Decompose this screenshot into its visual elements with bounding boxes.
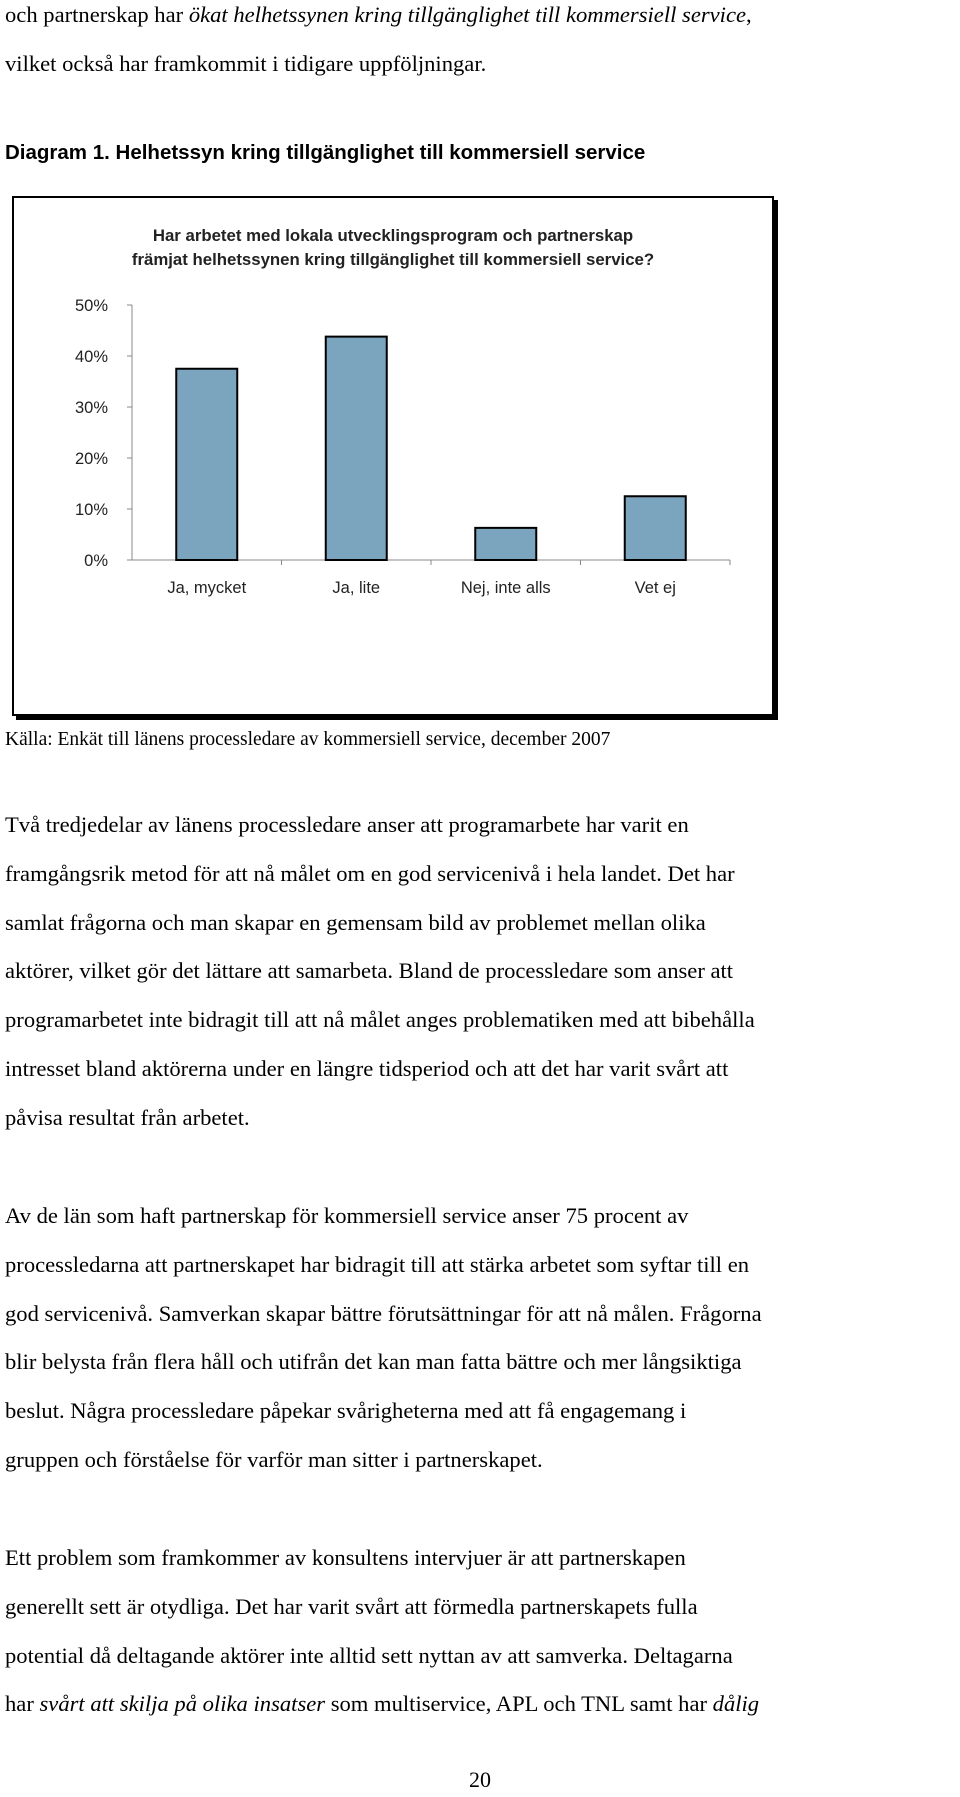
bar [625,496,686,560]
text-run: Av de län som haft partnerskap för kommersiell service anser 75 procent av [5,1203,689,1228]
text-line [5,1534,955,1583]
text-run: gruppen och förståelse för varför man sitter i partnerskapet. [5,1446,543,1472]
text-line [5,1632,955,1681]
text-line [5,1338,955,1387]
y-tick-label: 40% [74,348,108,366]
page-number: 20 [469,1767,491,1792]
text-run: aktörer, vilket gör det lättare att samarbeta. Bland de processledare som anser att [5,958,734,984]
y-tick-label: 20% [74,450,108,468]
x-tick-label: Nej, inte alls [460,579,551,597]
intro-paragraph [5,0,955,89]
text-line [5,850,955,899]
bar-chart [12,196,774,716]
x-tick-label: Vet ej [634,579,676,597]
text-run: som multiservice, APL och TNL samt har [325,1691,713,1717]
figure-source: Källa: Enkät till länens processledare av kommersiell service, december 2007 [5,729,611,750]
text-run: , [746,2,752,27]
text-run: potential då deltagande aktörer inte alltid sett nyttan av att samverka. Deltagarna [5,1642,733,1668]
text-line [5,947,955,996]
x-tick-label: Ja, lite [332,579,381,597]
text-line [5,1583,955,1632]
text-run: påvisa resultat från arbetet. [5,1104,250,1130]
text-line [5,1192,955,1241]
text-line [5,996,955,1045]
body-paragraph-2 [5,1192,955,1485]
x-tick-label: Ja, mycket [167,579,247,597]
text-run: generellt sett är otydliga. Det har varit svårt att förmedla partnerskapets fulla [5,1593,698,1619]
text-run: Ett problem som framkommer av konsultens intervjuer är att partnerskapen [5,1545,686,1570]
text-line [5,801,955,850]
text-line [5,899,955,948]
text-line [5,1094,955,1143]
text-line [5,1680,955,1729]
text-run: framgångsrik metod för att nå målet om en god servicenivå i hela landet. Det har [5,860,735,886]
bar [176,369,237,560]
chart-title-line-1: Har arbetet med lokala utvecklingsprogram och partnerskap [152,226,634,245]
text-run: beslut. Några processledare påpekar svårigheterna med att få engagemang i [5,1398,687,1424]
text-line [5,0,955,40]
text-run: processledarna att partnerskapet har bidragit till att stärka arbetet som syftar till en [5,1251,750,1277]
body-paragraph-1 [5,801,955,1143]
y-tick-label: 0% [84,552,108,570]
figure-caption: Diagram 1. Helhetssyn kring tillgänglighet till kommersiell service [5,141,646,164]
italic-text-run: svårt att skilja på olika insatser [39,1691,326,1717]
y-tick-label: 50% [74,297,108,315]
text-run: blir belysta från flera håll och utifrån det kan man fatta bättre och mer långsiktiga [5,1349,742,1375]
chart-plot [14,198,772,714]
text-run: god servicenivå. Samverkan skapar bättre förutsättningar för att nå målen. Frågorna [5,1300,762,1326]
text-run: Två tredjedelar av länens processledare anser att programarbete har varit en [5,812,689,837]
text-run: programarbetet inte bidragit till att nå målet anges problematiken med att bibehålla [5,1007,755,1033]
text-run: vilket också har framkommit i tidigare uppföljningar. [5,50,487,76]
y-tick-label: 30% [74,399,108,417]
body-paragraph-3 [5,1534,955,1729]
text-line [5,1387,955,1436]
text-line [5,1436,955,1485]
chart-title-line-2: främjat helhetssynen kring tillgänglighet till kommersiell service? [131,250,655,269]
text-run: samlat frågorna och man skapar en gemensam bild av problemet mellan olika [5,909,706,935]
bar [475,528,536,560]
text-run: och partnerskap har [5,2,189,27]
italic-text-run: ökat helhetssynen kring tillgänglighet till kommersiell service [188,2,746,27]
italic-text-run: dålig [712,1691,760,1717]
text-run: intresset bland aktörerna under en längre tidsperiod och att det har varit svårt att [5,1055,729,1081]
text-run: har [5,1691,40,1717]
text-line [5,1045,955,1094]
text-line [5,1290,955,1339]
bar [326,337,387,560]
text-line [5,40,955,89]
y-tick-label: 10% [74,501,108,519]
text-line [5,1241,955,1290]
